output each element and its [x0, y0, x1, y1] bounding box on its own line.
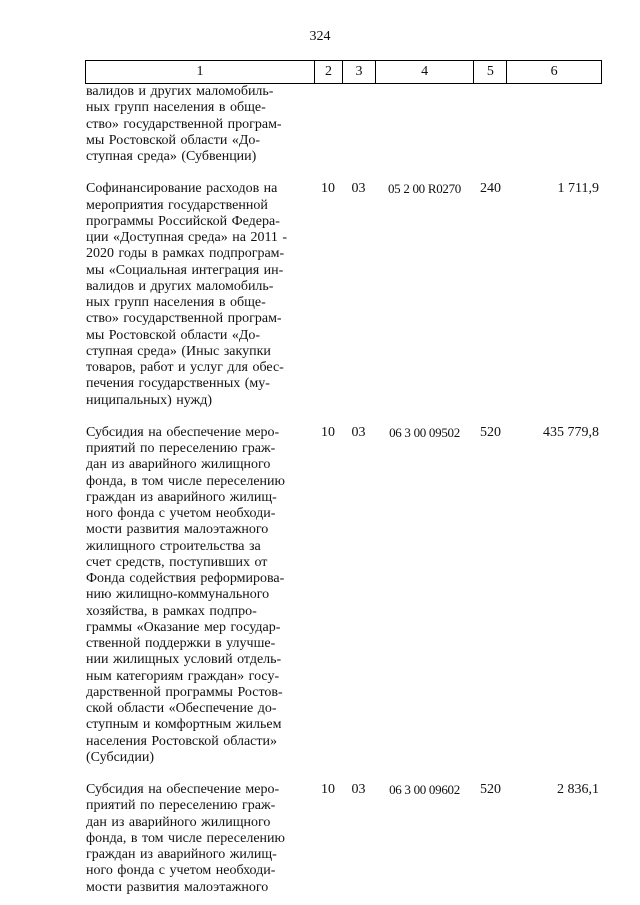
table-body [85, 84, 602, 896]
row-target-code: 05 2 00 R0270 [387, 181, 462, 197]
row-amount: 1 711,9 [557, 181, 599, 197]
page-number: 324 [309, 29, 331, 44]
row-section: 10 [321, 424, 335, 440]
table-header-row [85, 60, 602, 84]
row-section [314, 84, 342, 165]
header-col-2: 2 [314, 61, 342, 83]
row-amount: 2 836,1 [557, 782, 599, 797]
header-col-4: 4 [375, 61, 474, 83]
row-description: Софинансирование расходов на мероприятия государственной программы Российской Федера- ции «Доступная среда» на 2011 - 2020 годы в рамках подпрограм- мы «Социальная интеграция ин- валидов и других маломобиль- ных групп населения в обще- ство» государственной програм- мы Ростовской области «До- ступная среда» (Иныс закупки товаров, работ и услуг для обес- печения государственных (му- ниципальных) нужд) [86, 181, 288, 408]
row-subsection: 03 [351, 782, 366, 797]
row-target-code: 06 3 00 09602 [389, 782, 460, 797]
row-amount [507, 84, 602, 165]
row-description: Субсидия на обеспечение меро- приятий по переселению граж- дан из аварийного жилищного фонда, в том числе переселению граждан из аварийного жилищ- ного фонда с учетом необходи- мости развития малоэтажного жилищного строительства за счет средств, поступивших от Фонда содействия реформирова- нию жилищно-коммунального хозяйства, в рамках подпро- граммы «Оказание мер государ- ственной поддержки в улучше- нии жилищных условий отдель- ным категориям граждан» госу- дарственной программы Ростов- ской области «Обеспечение до- ступным и комфортным жильем населения Ростовской области» (Субсидии) [86, 424, 285, 765]
row-expense-type: 240 [480, 181, 501, 197]
row-description: валидов и других маломобиль- ных групп населения в обще- ство» государственной програм- мы Ростовской области «До- ступная среда» (Субвенции) [86, 84, 282, 164]
row-amount: 435 779,8 [543, 424, 599, 440]
table-row [85, 782, 602, 896]
header-col-6: 6 [506, 61, 601, 83]
row-subsection [342, 84, 375, 165]
row-section: 10 [321, 181, 335, 197]
row-expense-type [474, 84, 507, 165]
row-target-code [375, 84, 474, 165]
row-description: Субсидия на обеспечение меро- приятий по переселению граж- дан из аварийного жилищного фонда, в том числе переселению граждан из аварийного жилищ- ного фонда с учетом необходи- мости развития малоэтажного [86, 782, 285, 895]
row-expense-type: 520 [480, 424, 501, 440]
header-col-5: 5 [473, 61, 506, 83]
header-col-1: 1 [196, 64, 204, 79]
table-row [85, 181, 602, 409]
row-expense-type: 520 [480, 782, 501, 797]
row-section: 10 [321, 782, 335, 797]
table-row [85, 425, 602, 766]
row-subsection: 03 [351, 424, 366, 440]
header-col-3: 3 [342, 61, 375, 83]
row-target-code: 06 3 00 09502 [389, 424, 460, 440]
row-subsection: 03 [351, 181, 366, 197]
table-row [85, 84, 602, 165]
